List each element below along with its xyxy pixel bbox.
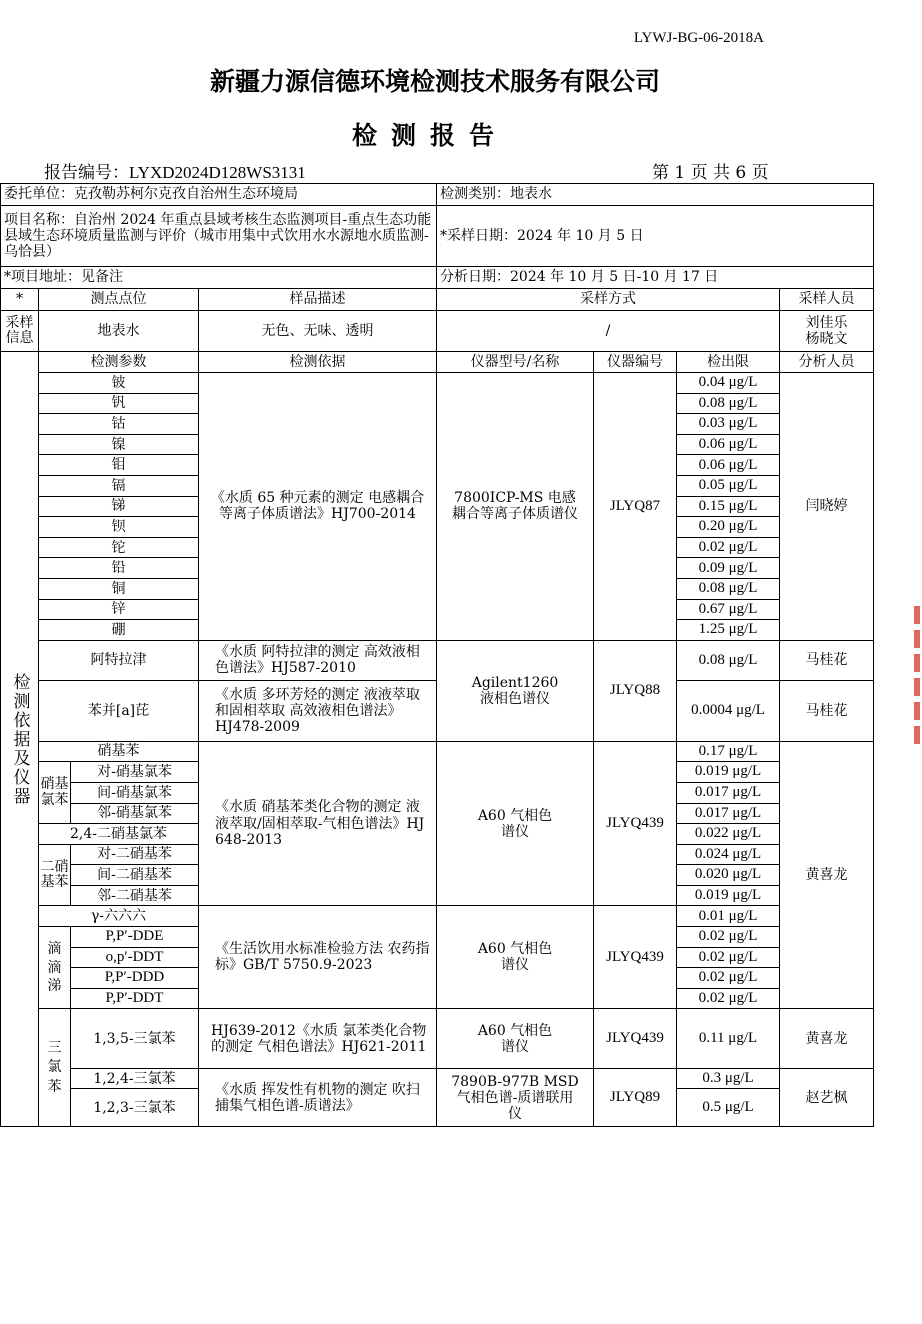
nitro-limit: 0.020 μg/L bbox=[677, 865, 780, 886]
tcb-p2-limit: 0.3 μg/L bbox=[677, 1069, 780, 1089]
bap-analyst: 马桂花 bbox=[780, 680, 874, 741]
nitro-instrument: A60 气相色谱仪 bbox=[437, 741, 594, 906]
col-header-analyst: 分析人员 bbox=[780, 352, 874, 373]
metal-param: 硼 bbox=[39, 620, 199, 641]
pest-group: 滴滴涕 bbox=[39, 927, 71, 1009]
metal-param: 钡 bbox=[39, 517, 199, 538]
atrazine-basis: 《水质 阿特拉津的测定 高效液相色谱法》HJ587-2010 bbox=[199, 640, 437, 680]
pest-param: P,P′-DDE bbox=[71, 927, 199, 948]
metal-param: 钴 bbox=[39, 414, 199, 435]
metal-limit: 0.08 μg/L bbox=[677, 393, 780, 414]
metals-instr-no: JLYQ87 bbox=[594, 373, 677, 641]
metal-limit: 0.03 μg/L bbox=[677, 414, 780, 435]
tcb-p23-analyst: 赵艺枫 bbox=[780, 1069, 874, 1127]
tcb-param: 1,2,4-三氯苯 bbox=[71, 1069, 199, 1089]
atrazine-limit: 0.08 μg/L bbox=[677, 640, 780, 680]
tcb-p23-instrument: 7890B-977B MSD 气相色谱-质谱联用仪 bbox=[437, 1069, 594, 1127]
pest-instr-no: JLYQ439 bbox=[594, 906, 677, 1009]
tcb-param: 1,2,3-三氯苯 bbox=[71, 1089, 199, 1127]
test-type-cell: 检测类别：地表水 bbox=[437, 184, 874, 206]
page-info: 第 1 页 共 6 页 bbox=[652, 163, 769, 183]
col-header-instrument: 仪器型号/名称 bbox=[437, 352, 594, 373]
metal-limit: 0.06 μg/L bbox=[677, 455, 780, 476]
nitro-limit: 0.022 μg/L bbox=[677, 824, 780, 845]
metal-limit: 0.08 μg/L bbox=[677, 578, 780, 599]
tcb-param: 1,3,5-三氯苯 bbox=[71, 1009, 199, 1069]
nitro-limit: 0.019 μg/L bbox=[677, 762, 780, 783]
analysis-date-cell: 分析日期：2024 年 10 月 5 日-10 月 17 日 bbox=[437, 267, 874, 289]
nitro-limit: 0.024 μg/L bbox=[677, 844, 780, 865]
nitro-pest-analyst: 黄喜龙 bbox=[780, 741, 874, 1009]
metal-param: 铊 bbox=[39, 537, 199, 558]
col-header-sampler: 采样人员 bbox=[780, 289, 874, 311]
metal-param: 钒 bbox=[39, 393, 199, 414]
metal-param: 镉 bbox=[39, 475, 199, 496]
pest-param: P,P′-DDT bbox=[71, 988, 199, 1009]
metals-instrument: 7800ICP-MS 电感耦合等离子体质谱仪 bbox=[437, 373, 594, 641]
seal-stamp-edge bbox=[908, 600, 922, 800]
metal-param: 铅 bbox=[39, 558, 199, 579]
tcb-p1-analyst: 黄喜龙 bbox=[780, 1009, 874, 1069]
metal-limit: 0.09 μg/L bbox=[677, 558, 780, 579]
nitro-limit: 0.019 μg/L bbox=[677, 885, 780, 906]
nitro-limit: 0.17 μg/L bbox=[677, 741, 780, 762]
tcb-p1-limit: 0.11 μg/L bbox=[677, 1009, 780, 1069]
sampling-staff bbox=[780, 311, 874, 352]
sampling-date-cell: *采样日期：2024 年 10 月 5 日 bbox=[437, 206, 874, 267]
nitro-param: 2,4-二硝基氯苯 bbox=[39, 824, 199, 845]
sampling-star: * bbox=[1, 289, 39, 311]
metal-limit: 0.04 μg/L bbox=[677, 373, 780, 394]
pest-param: P,P′-DDD bbox=[71, 968, 199, 989]
metals-analyst: 闫晓婷 bbox=[780, 373, 874, 641]
metal-limit: 0.06 μg/L bbox=[677, 434, 780, 455]
document-code: LYWJ-BG-06-2018A bbox=[633, 30, 764, 46]
bap-param: 苯并[a]芘 bbox=[39, 680, 199, 741]
metal-limit: 0.20 μg/L bbox=[677, 517, 780, 538]
tcb-p1-instr-no: JLYQ439 bbox=[594, 1009, 677, 1069]
pest-param: o,p′-DDT bbox=[71, 947, 199, 968]
tcb-group: 三氯苯 bbox=[39, 1009, 71, 1127]
col-header-method: 采样方式 bbox=[437, 289, 780, 311]
metal-limit: 0.15 μg/L bbox=[677, 496, 780, 517]
pest-limit: 0.02 μg/L bbox=[677, 968, 780, 989]
pest-limit: 0.01 μg/L bbox=[677, 906, 780, 927]
hplc-instrument: Agilent1260 液相色谱仪 bbox=[437, 640, 594, 741]
pest-param: γ-六六六 bbox=[39, 906, 199, 927]
nitro-param: 间-硝基氯苯 bbox=[71, 782, 199, 803]
metal-param: 镍 bbox=[39, 434, 199, 455]
atrazine-analyst: 马桂花 bbox=[780, 640, 874, 680]
nitro-limit: 0.017 μg/L bbox=[677, 782, 780, 803]
col-header-description: 样品描述 bbox=[199, 289, 437, 311]
sampler-2: 杨晓文 bbox=[805, 331, 848, 347]
tcb-p1-instrument: A60 气相色谱仪 bbox=[437, 1009, 594, 1069]
metal-param: 锌 bbox=[39, 599, 199, 620]
nitro-param: 邻-二硝基苯 bbox=[71, 885, 199, 906]
metal-param: 铜 bbox=[39, 578, 199, 599]
nitro-basis: 《水质 硝基苯类化合物的测定 液液萃取/固相萃取-气相色谱法》HJ 648-2013 bbox=[199, 741, 437, 906]
company-name: 新疆力源信德环境检测技术服务有限公司 bbox=[209, 67, 660, 96]
metal-limit: 0.67 μg/L bbox=[677, 599, 780, 620]
metal-limit: 1.25 μg/L bbox=[677, 620, 780, 641]
col-header-basis: 检测依据 bbox=[199, 352, 437, 373]
report-table bbox=[0, 183, 874, 1127]
nitro-param: 对-二硝基苯 bbox=[71, 844, 199, 865]
metal-param: 钼 bbox=[39, 455, 199, 476]
nitro-param: 邻-硝基氯苯 bbox=[71, 803, 199, 824]
metal-limit: 0.05 μg/L bbox=[677, 475, 780, 496]
nitro-group2: 二硝基苯 bbox=[39, 844, 71, 906]
pest-instrument: A60 气相色谱仪 bbox=[437, 906, 594, 1009]
client-cell: 委托单位：克孜勒苏柯尔克孜自治州生态环境局 bbox=[1, 184, 437, 206]
project-cell: 项目名称：自治州 2024 年重点县域考核生态监测项目-重点生态功能县域生态环境质量监测与评价（城市用集中式饮用水水源地水质监测-乌恰县） bbox=[1, 206, 437, 267]
atrazine-param: 阿特拉津 bbox=[39, 640, 199, 680]
nitro-instr-no: JLYQ439 bbox=[594, 741, 677, 906]
pest-limit: 0.02 μg/L bbox=[677, 988, 780, 1009]
detection-label: 检测依据及仪器 bbox=[1, 352, 39, 1127]
sampling-description: 无色、无味、透明 bbox=[199, 311, 437, 352]
metal-param: 锑 bbox=[39, 496, 199, 517]
sampler-1: 刘佳乐 bbox=[805, 314, 848, 331]
project-address-cell: *项目地址：见备注 bbox=[1, 267, 437, 289]
tcb-p23-basis: 《水质 挥发性有机物的测定 吹扫捕集气相色谱-质谱法》 bbox=[199, 1069, 437, 1127]
pest-limit: 0.02 μg/L bbox=[677, 947, 780, 968]
hplc-instr-no: JLYQ88 bbox=[594, 640, 677, 741]
nitro-param: 硝基苯 bbox=[39, 741, 199, 762]
col-header-param: 检测参数 bbox=[39, 352, 199, 373]
pest-basis: 《生活饮用水标准检验方法 农药指标》GB/T 5750.9-2023 bbox=[199, 906, 437, 1009]
pest-limit: 0.02 μg/L bbox=[677, 927, 780, 948]
report-number-value: LYXD2024D128WS3131 bbox=[129, 163, 306, 182]
metals-basis: 《水质 65 种元素的测定 电感耦合等离子体质谱法》HJ700-2014 bbox=[199, 373, 437, 641]
col-header-point: 测点点位 bbox=[39, 289, 199, 311]
tcb-p3-limit: 0.5 μg/L bbox=[677, 1089, 780, 1127]
nitro-group1: 硝基氯苯 bbox=[39, 762, 71, 824]
metal-limit: 0.02 μg/L bbox=[677, 537, 780, 558]
report-number-label: 报告编号： bbox=[44, 163, 129, 183]
tcb-p23-instr-no: JLYQ89 bbox=[594, 1069, 677, 1127]
sampling-info-label: 采样信息 bbox=[1, 311, 39, 352]
sampling-method: / bbox=[437, 311, 780, 352]
bap-basis: 《水质 多环芳烃的测定 液液萃取和固相萃取 高效液相色谱法》HJ478-2009 bbox=[199, 680, 437, 741]
bap-limit: 0.0004 μg/L bbox=[677, 680, 780, 741]
metal-param: 铍 bbox=[39, 373, 199, 394]
col-header-instr-no: 仪器编号 bbox=[594, 352, 677, 373]
tcb-p1-basis: HJ639-2012《水质 氯苯类化合物的测定 气相色谱法》HJ621-2011 bbox=[199, 1009, 437, 1069]
col-header-limit: 检出限 bbox=[677, 352, 780, 373]
sampling-point: 地表水 bbox=[39, 311, 199, 352]
nitro-param: 对-硝基氯苯 bbox=[71, 762, 199, 783]
report-title: 检测报告 bbox=[351, 121, 508, 150]
nitro-limit: 0.017 μg/L bbox=[677, 803, 780, 824]
report-number bbox=[44, 158, 306, 183]
nitro-param: 间-二硝基苯 bbox=[71, 865, 199, 886]
